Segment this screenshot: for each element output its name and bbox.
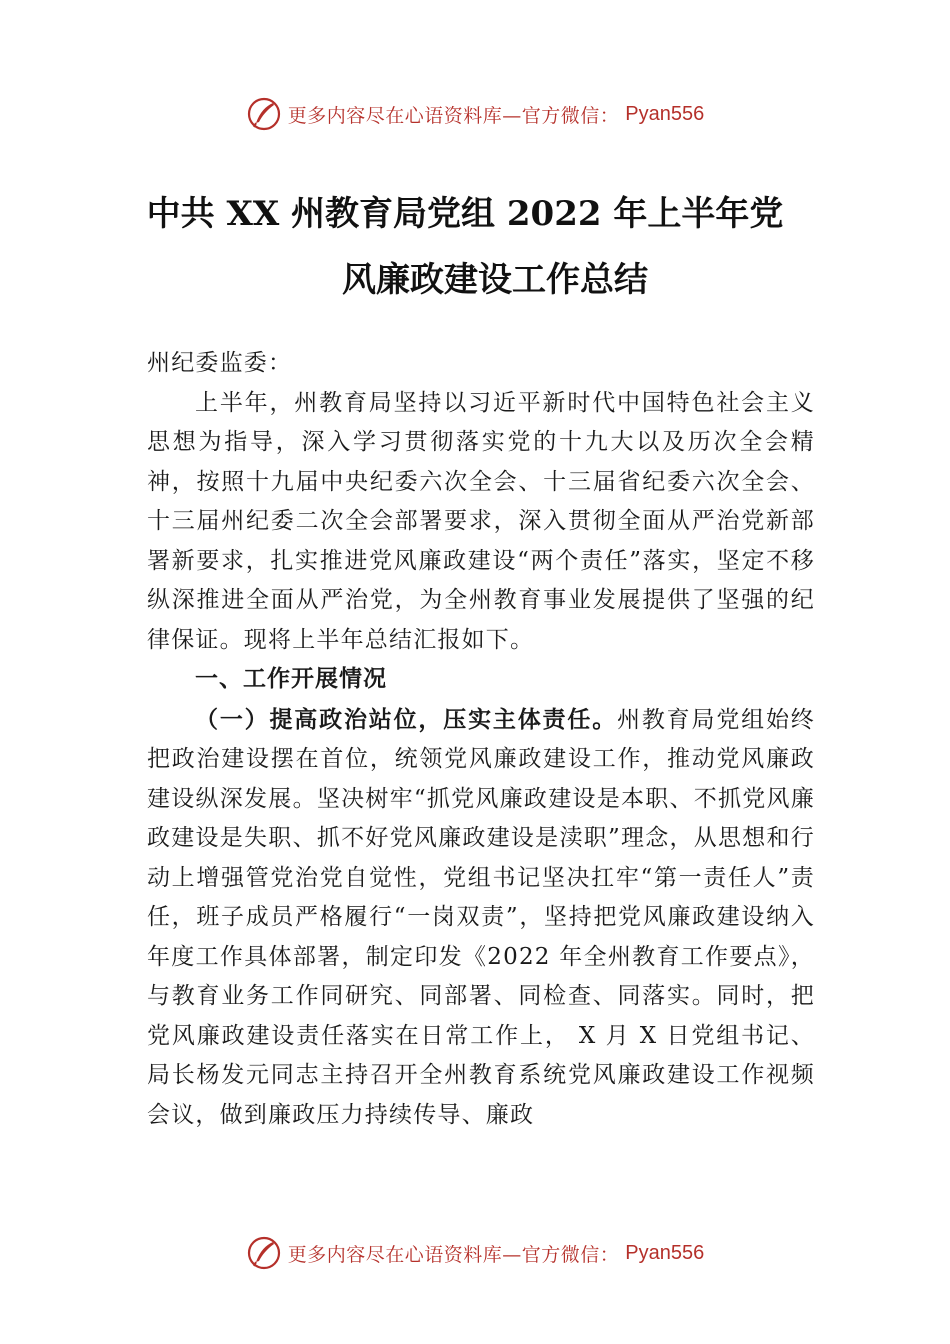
document-title-line-1: 中共 XX 州教育局党组 2022 年上半年党	[146, 194, 784, 234]
banner-text: 更多内容尽在心语资料库—官方微信：	[287, 1243, 620, 1266]
footer-banner	[0, 1231, 950, 1275]
salutation: 州纪委监委：	[147, 350, 293, 376]
quill-pen-icon	[246, 96, 282, 132]
subsection-heading: （一）提高政治站位，压实主体责任。	[195, 705, 618, 733]
document-title-line-2: 风廉政建设工作总结	[342, 260, 648, 300]
header-banner	[0, 92, 950, 136]
subsection-paragraph	[147, 700, 815, 1136]
banner-wechat-id: Pyan556	[625, 1241, 705, 1264]
quill-pen-icon	[246, 1235, 282, 1271]
banner-wechat-id: Pyan556	[625, 102, 705, 125]
section-heading: 一、工作开展情况	[195, 666, 387, 692]
document-body	[147, 344, 815, 1135]
banner-text: 更多内容尽在心语资料库—官方微信：	[287, 104, 620, 127]
subsection-body: 州教育局党组始终把政治建设摆在首位，统领党风廉政建设工作，推动党风廉政建设纵深发展。坚决树牢“抓党风廉政建设是本职、不抓党风廉政建设是失职、抓不好党风廉政建设是渎职”理念，从思想和行动上增强管党治党自觉性，党组书记坚决扛牢“第一责任人”责任，班子成员严格履行“一岗双责”，坚持把党风廉政建设纳入年度工作具体部署，制定印发《2022 年全州教育工作要点》，与教育业务工作同研究、同部署、同检查、同落实。同时，把党风廉政建设责任落实在日常工作上， X 月 X 日党组书记、局长杨发元同志主持召开全州教育系统党风廉政建设工作视频会议，做到廉政压力持续传导、廉政	[147, 706, 815, 1128]
intro-paragraph: 上半年，州教育局坚持以习近平新时代中国特色社会主义思想为指导，深入学习贯彻落实党的十九大以及历次全会精神，按照十九届中央纪委六次全会、十三届省纪委六次全会、十三届州纪委二次全会部署要求，深入贯彻全面从严治党新部署新要求，扎实推进党风廉政建设“两个责任”落实，坚定不移纵深推进全面从严治党，为全州教育事业发展提供了坚强的纪律保证。现将上半年总结汇报如下。	[147, 389, 815, 653]
